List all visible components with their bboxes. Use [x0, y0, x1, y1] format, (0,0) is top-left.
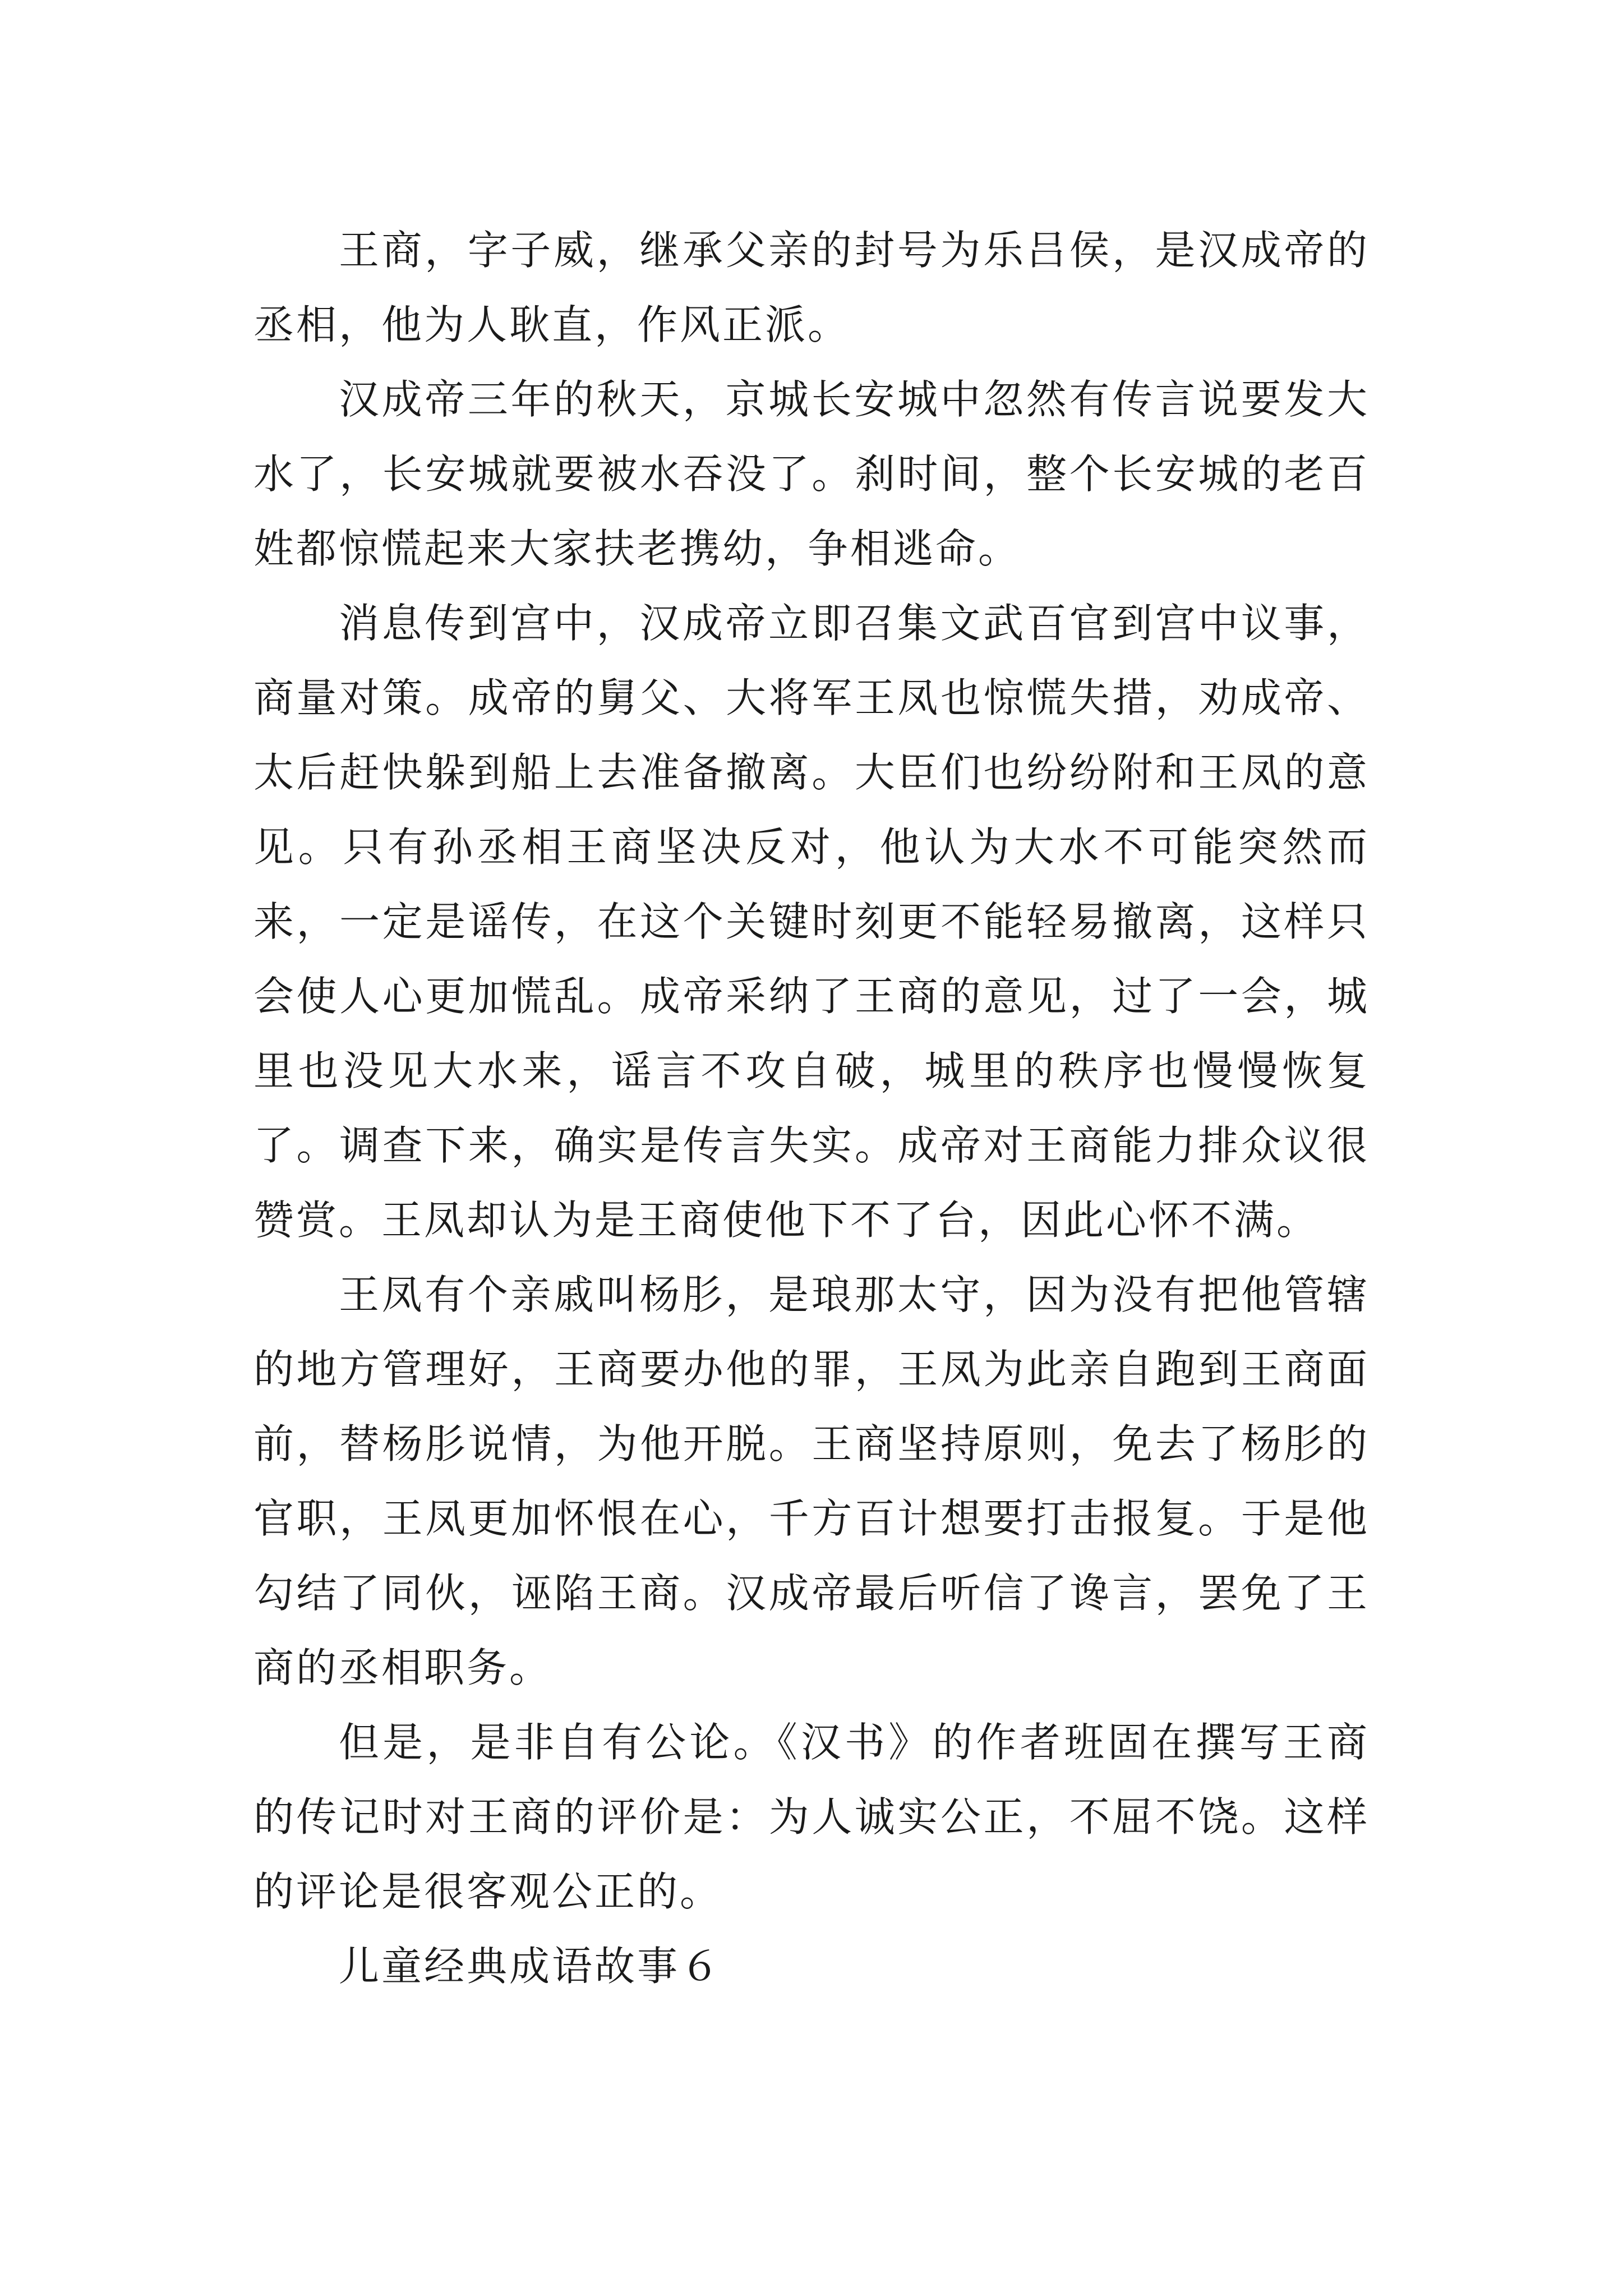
paragraph: 汉成帝三年的秋天，京城长安城中忽然有传言说要发大水了，长安城就要被水吞没了。刹时间，整个长安城的老百姓都惊慌起来大家扶老携幼，争相逃命。 — [253, 376, 1370, 572]
section-title: 儿童经典成语故事６ — [339, 1943, 723, 1990]
paragraph: 但是，是非自有公论。《汉书》的作者班固在撰写王商的传记时对王商的评价是：为人诚实公正，不屈不饶。这样的评论是很客观公正的。 — [253, 1719, 1370, 1915]
paragraph: 王商，字子威，继承父亲的封号为乐吕侯，是汉成帝的丞相，他为人耿直，作风正派。 — [253, 227, 1370, 348]
document-body — [253, 213, 1370, 2004]
paragraph: 消息传到宫中，汉成帝立即召集文武百官到宫中议事，商量对策。成帝的舅父、大将军王凤也惊慌失措，劝成帝、太后赶快躲到船上去准备撤离。大臣们也纷纷附和王凤的意见。只有孙丞相王商坚决反对，他认为大水不可能突然而来，一定是谣传，在这个关键时刻更不能轻易撤离，这样只会使人心更加慌乱。成帝采纳了王商的意见，过了一会，城里也没见大水来，谣言不攻自破，城里的秩序也慢慢恢复了。调查下来，确实是传言失实。成帝对王商能力排众议很赞赏。王凤却认为是王商使他下不了台，因此心怀不满。 — [253, 600, 1370, 1244]
paragraph: 王凤有个亲戚叫杨肜，是琅那太守，因为没有把他管辖的地方管理好，王商要办他的罪，王凤为此亲自跑到王商面前，替杨肜说情，为他开脱。王商坚持原则，免去了杨肜的官职，王凤更加怀恨在心，千方百计想要打击报复。于是他勾结了同伙，诬陷王商。汉成帝最后听信了谗言，罢免了王商的丞相职务。 — [253, 1271, 1370, 1691]
